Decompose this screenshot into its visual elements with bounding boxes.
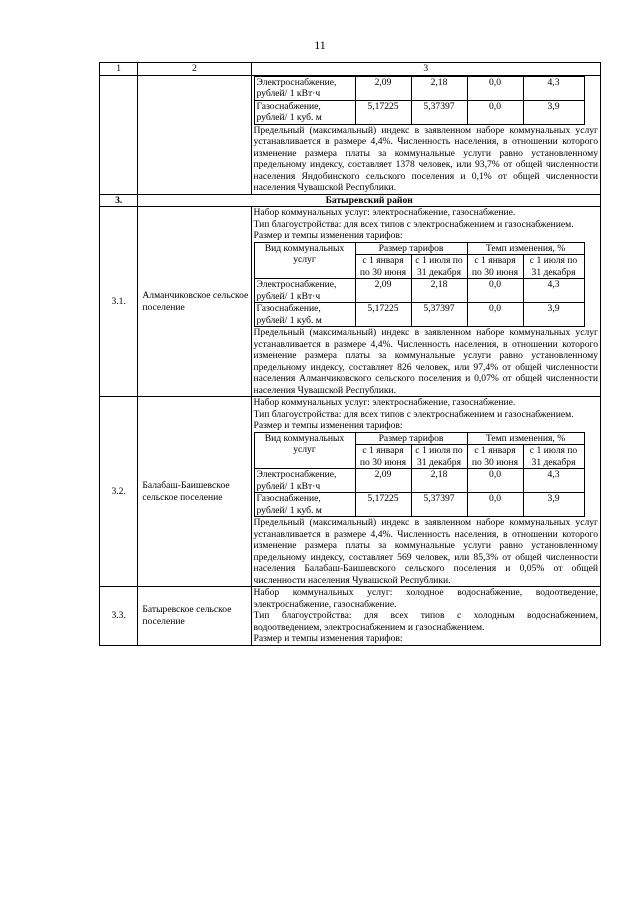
tariff-document-table bbox=[99, 62, 601, 646]
limit-text: Предельный (максимальный) индекс в заявленном наборе коммунальных услуг устанавливается в размере 4,4%. Численность населения, в отношении которого изменение размера платы за коммунальные услуги равно установленному предельному индексу, составляет 826 человек, или 97,4% от общей численности населения Алманчиковского сельского поселения и 0,07% от общей численности населения Чувашской Республики. bbox=[253, 327, 598, 396]
limit-text: Предельный (максимальный) индекс в заявленном наборе коммунальных услуг устанавливается в размере 4,4%. Численность населения, в отношении которого изменение размера платы за коммунальные услуги равно установленному предельному индексу, составляет 569 человек, или 85,3% от общей численности населения Балабаш-Баишевского сельского поселения и 0,05% от общей численности населения Чувашской Республики. bbox=[253, 517, 598, 586]
tariff-size-header: Размер тарифов bbox=[355, 242, 467, 255]
item-number: 3.2. bbox=[100, 397, 138, 587]
column-numbers-row bbox=[100, 63, 601, 76]
tariff-table: Вид коммунальных услуг Размер тарифов Темп изменения, % с 1 января по 30 июня с 1 июля по 31 декабря с 1 января по 30 июня с 1 июля по 31 декабря Электроснабжение, рублей/ 1 кВт·ч 2,09 2,18 0,0 4,3 Газоснабжение, рублей/ 1 куб. м 5,17225 5,37397 0,0 3,9 bbox=[254, 432, 585, 518]
continuation-row bbox=[100, 75, 601, 194]
tariff-size-header: Размер тарифов bbox=[355, 432, 467, 445]
col-number-2: 2 bbox=[138, 63, 251, 76]
item-row-3-2 bbox=[100, 397, 601, 587]
section-title: Батыревский район bbox=[138, 194, 601, 207]
item-row-3-1 bbox=[100, 207, 601, 397]
tariff-row: Электроснабжение, рублей/ 1 кВт·ч 2,09 2,18 0,0 4,3 bbox=[254, 76, 584, 100]
tariff-row: Электроснабжение, рублей/ 1 кВт·ч 2,09 2,18 0,0 4,3 bbox=[254, 469, 584, 493]
settlement-name: Батыревское сельское поселение bbox=[138, 587, 251, 646]
item-number: 3.1. bbox=[100, 207, 138, 397]
improvement-type: Тип благоустройства: для всех типов с электроснабжением и газоснабжением. bbox=[253, 408, 574, 420]
tariff-row: Газоснабжение, рублей/ 1 куб. м 5,17225 5,37397 0,0 3,9 bbox=[254, 493, 584, 517]
col-number-1: 1 bbox=[100, 63, 138, 76]
services-set: Набор коммунальных услуг: электроснабжение, газоснабжение. bbox=[253, 397, 516, 408]
tariff-row: Электроснабжение, рублей/ 1 кВт·ч 2,09 2,18 0,0 4,3 bbox=[254, 279, 584, 303]
settlement-name: Алманчиковское сельское поселение bbox=[138, 207, 251, 397]
item-row-3-3 bbox=[100, 587, 601, 646]
section-number: 3. bbox=[100, 194, 138, 207]
limit-text: Предельный (максимальный) индекс в заявленном наборе коммунальных услуг устанавливается в размере 4,4%. Численность населения, в отношении которого изменение размера платы за коммунальные услуги равно установленному предельному индексу, составляет 1378 человек, или 93,7% от общей численности населения Яндобинского сельского поселения и 0,1% от общей численности населения Чувашской Республики. bbox=[253, 124, 598, 193]
item-number: 3.3. bbox=[100, 587, 138, 646]
service-type-header: Вид коммунальных услуг bbox=[254, 242, 355, 279]
tariff-table-cont bbox=[254, 76, 585, 125]
tariff-row: Газоснабжение, рублей/ 1 куб. м 5,17225 5,37397 0,0 3,9 bbox=[254, 100, 584, 124]
tariff-caption: Размер и темпы изменения тарифов: bbox=[253, 633, 403, 644]
change-rate-header: Темп изменения, % bbox=[467, 432, 584, 445]
change-rate-header: Темп изменения, % bbox=[467, 242, 584, 255]
tariff-caption: Размер и темпы изменения тарифов: bbox=[253, 230, 403, 241]
tariff-caption: Размер и темпы изменения тарифов: bbox=[253, 420, 403, 431]
settlement-name: Балабаш-Баишевское сельское поселение bbox=[138, 397, 251, 587]
tariff-row: Газоснабжение, рублей/ 1 куб. м 5,17225 5,37397 0,0 3,9 bbox=[254, 303, 584, 327]
col-number-3: 3 bbox=[251, 63, 601, 76]
page-number: 11 bbox=[314, 38, 326, 52]
tariff-table: Вид коммунальных услуг Размер тарифов Темп изменения, % с 1 января по 30 июня с 1 июля по 31 декабря с 1 января по 30 июня с 1 июля по 31 декабря Электроснабжение, рублей/ 1 кВт·ч 2,09 2,18 0,0 4,3 Газоснабжение, рублей/ 1 куб. м 5,17225 5,37397 0,0 3,9 bbox=[254, 242, 585, 328]
services-set: Набор коммунальных услуг: электроснабжение, газоснабжение. bbox=[253, 207, 516, 218]
section-row bbox=[100, 194, 601, 207]
improvement-type: Тип благоустройства: для всех типов с холодным водоснабжением, водоотведением, электроснабжением и газоснабжением. bbox=[253, 610, 598, 633]
services-set: Набор коммунальных услуг: холодное водоснабжение, водоотведение, электроснабжение, газоснабжение. bbox=[253, 587, 598, 610]
improvement-type: Тип благоустройства: для всех типов с электроснабжением и газоснабжением. bbox=[253, 218, 574, 230]
service-type-header: Вид коммунальных услуг bbox=[254, 432, 355, 469]
